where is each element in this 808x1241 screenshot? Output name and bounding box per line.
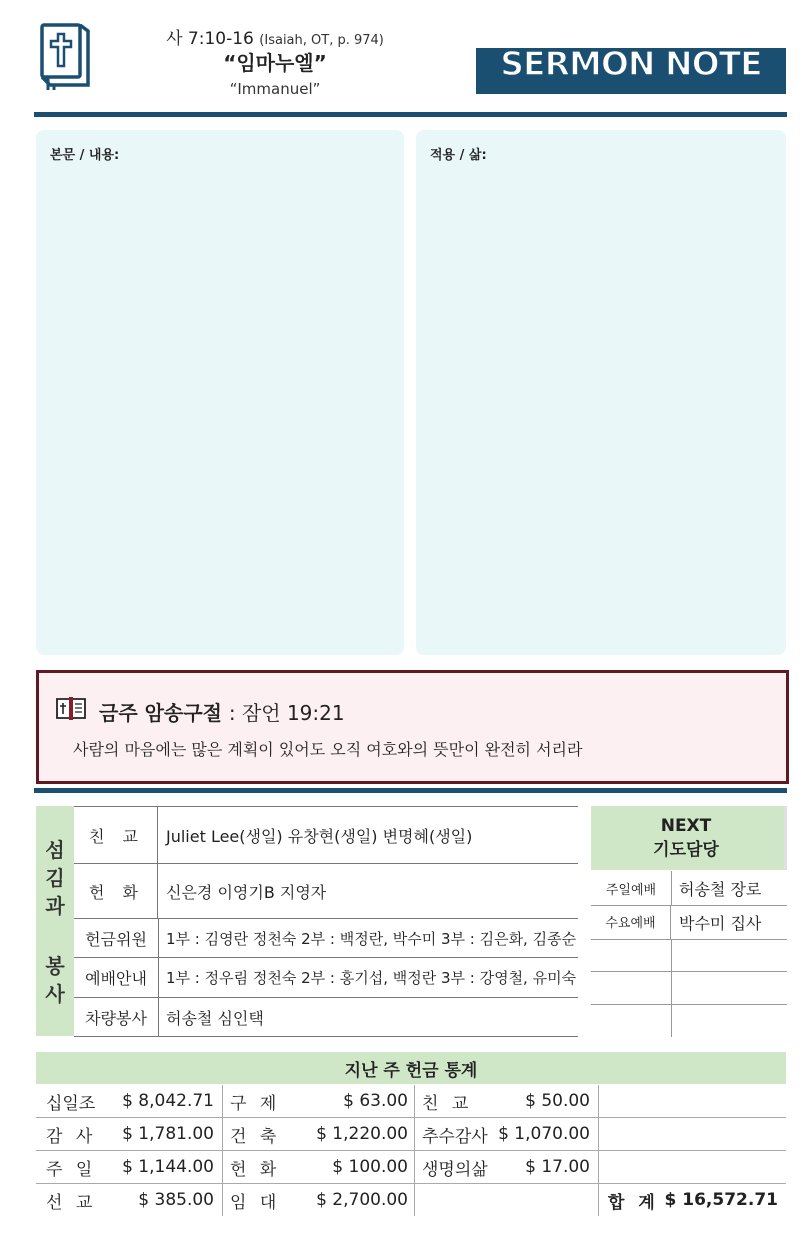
offering-label: 주 일	[46, 1159, 97, 1180]
offering-label: 구 제	[230, 1093, 281, 1114]
service-row-value: 신은경 이영기B 지영자	[166, 882, 327, 902]
service-row-label: 예배안내	[74, 958, 159, 997]
header-divider	[34, 112, 787, 117]
next-prayer-title-line2: 기도담당	[653, 840, 719, 860]
offering-row	[36, 1184, 786, 1216]
service-row-label: 헌금위원	[74, 919, 159, 957]
offering-label: 임 대	[230, 1192, 281, 1213]
offering-row	[36, 1085, 786, 1118]
prayer-row-value: 박수미 집사	[679, 914, 762, 933]
service-row-transport	[74, 998, 578, 1037]
offering-amount: $ 2,700.00	[316, 1190, 408, 1210]
side-char: 김	[45, 866, 65, 890]
prayer-row-value: 허송철 장로	[679, 879, 762, 899]
service-row-value: Juliet Lee(생일) 유창현(생일) 변명혜(생일)	[166, 826, 473, 846]
banner-text: SERMON NOTE	[500, 44, 762, 83]
offering-total-label: 합 계	[608, 1192, 659, 1213]
sermon-title: “임마누엘”	[223, 51, 327, 75]
offering-label: 선 교	[46, 1192, 97, 1213]
offering-amount: $ 63.00	[343, 1091, 408, 1111]
offering-amount: $ 100.00	[332, 1157, 408, 1177]
application-note-label: 적용 / 삶:	[430, 148, 487, 163]
bible-cross-icon	[38, 22, 94, 92]
service-row-label: 차량봉사	[74, 998, 159, 1036]
prayer-row	[591, 1005, 787, 1037]
offering-label: 친 교	[422, 1093, 473, 1114]
service-row-label: 헌화	[74, 864, 158, 918]
prayer-row-label: 주일예배	[591, 871, 672, 905]
sermon-ref-main: 사 7:10-16	[166, 29, 254, 49]
service-row-offering-committee	[74, 919, 578, 958]
memory-verse-title: 금주 암송구절	[99, 701, 222, 725]
sermon-reference	[140, 24, 410, 49]
service-row-value: 허송철 심인택	[166, 1008, 264, 1028]
side-char: 섬	[45, 838, 65, 862]
service-row-value: 1부 : 정우림 정천숙 2부 : 홍기섭, 백정란 3부 : 강영철, 유미숙	[166, 969, 577, 987]
offering-label: 추수감사	[422, 1126, 488, 1147]
sermon-subtitle: “Immanuel”	[229, 80, 321, 98]
offering-amount: $ 1,070.00	[498, 1124, 590, 1144]
offering-amount: $ 385.00	[138, 1190, 214, 1210]
offering-label: 건 축	[230, 1126, 281, 1147]
offering-amount: $ 1,220.00	[316, 1124, 408, 1144]
application-note-box[interactable]	[416, 130, 786, 655]
offering-label: 감 사	[46, 1126, 97, 1147]
memory-verse-reference: : 잠언 19:21	[228, 701, 345, 725]
prayer-row-label	[591, 972, 672, 1004]
open-bible-icon	[55, 695, 87, 721]
offering-amount: $ 8,042.71	[122, 1091, 214, 1111]
content-note-box[interactable]	[36, 130, 404, 655]
offering-stats-title: 지난 주 헌금 통계	[36, 1052, 786, 1084]
section-divider	[34, 788, 787, 793]
offering-row	[36, 1118, 786, 1151]
offering-amount: $ 50.00	[525, 1091, 590, 1111]
prayer-row	[591, 871, 787, 906]
offering-total-amount: $ 16,572.71	[664, 1190, 778, 1210]
offering-label: 생명의삶	[422, 1159, 488, 1180]
side-char: 과	[45, 894, 65, 918]
offering-amount	[496, 1184, 590, 1216]
service-row-flowers	[74, 864, 578, 919]
offering-amount: $ 1,144.00	[122, 1157, 214, 1177]
prayer-row-label	[591, 1005, 672, 1037]
service-side-title	[36, 806, 74, 1036]
next-prayer-title-line1: NEXT	[660, 816, 712, 836]
offering-row	[36, 1151, 786, 1184]
service-row-fellowship	[74, 807, 578, 864]
service-row-value: 1부 : 김영란 정천숙 2부 : 백정란, 박수미 3부 : 김은화, 김종순	[166, 929, 577, 948]
service-row-ushers	[74, 958, 578, 998]
content-note-label: 본문 / 내용:	[50, 148, 120, 163]
prayer-row-label: 수요예배	[591, 906, 671, 939]
offering-amount: $ 17.00	[525, 1157, 590, 1177]
next-prayer-title	[591, 814, 781, 862]
side-char: 사	[45, 982, 65, 1006]
offering-label: 헌 화	[230, 1159, 281, 1180]
side-char: 봉	[45, 954, 65, 978]
memory-verse-box	[36, 670, 789, 784]
sermon-ref-note: (Isaiah, OT, p. 974)	[259, 33, 384, 48]
next-prayer-header	[591, 806, 787, 870]
memory-verse-text: 사람의 마음에는 많은 계획이 있어도 오직 여호와의 뜻만이 완전히 서리라	[73, 740, 583, 759]
prayer-row-label	[591, 940, 672, 971]
service-row-label: 친교	[74, 807, 158, 863]
prayer-row	[591, 972, 787, 1005]
offering-amount: $ 1,781.00	[122, 1124, 214, 1144]
prayer-row	[591, 940, 787, 972]
memory-verse-heading	[99, 697, 345, 726]
prayer-row	[591, 906, 787, 940]
offering-label: 십일조	[46, 1093, 96, 1114]
